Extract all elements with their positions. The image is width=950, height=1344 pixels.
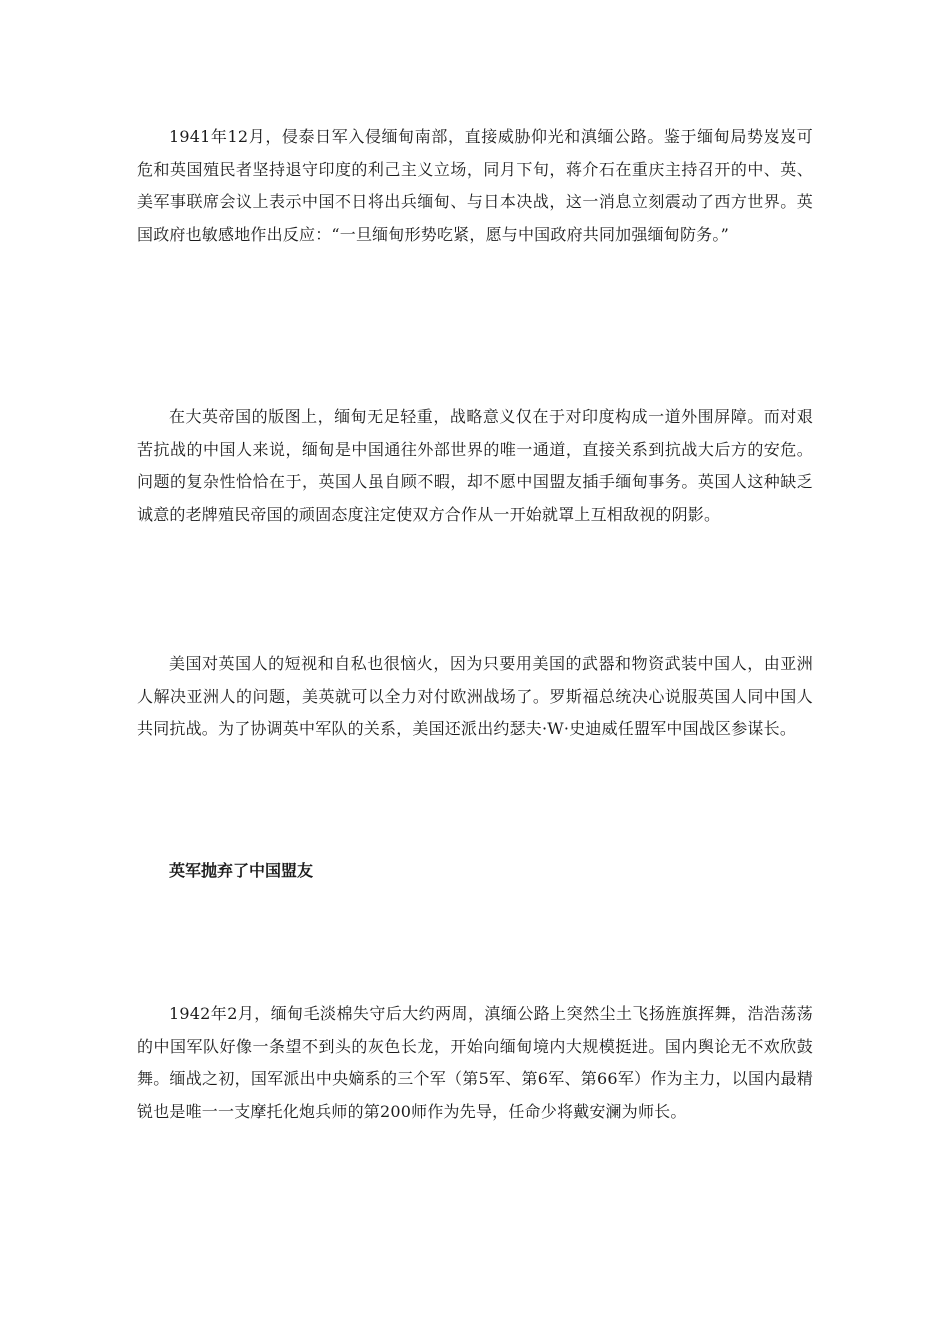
section-heading: 英军抛弃了中国盟友 xyxy=(169,861,314,880)
paragraph-3: 美国对英国人的短视和自私也很恼火，因为只要用美国的武器和物资武装中国人，由亚洲人解决亚洲人的问题，美英就可以全力对付欧洲战场了。罗斯福总统决心说服英国人同中国人共同抗战。为了协调英中军队的关系，美国还派出约瑟夫·W·史迪威任盟军中国战区参谋长。 xyxy=(137,654,813,738)
paragraph-2: 在大英帝国的版图上，缅甸无足轻重，战略意义仅在于对印度构成一道外围屏障。而对艰苦抗战的中国人来说，缅甸是中国通往外部世界的唯一通道，直接关系到抗战大后方的安危。问题的复杂性恰恰在于，英国人虽自顾不暇，却不愿中国盟友插手缅甸事务。英国人这种缺乏诚意的老牌殖民帝国的顽固态度注定使双方合作从一开始就罩上互相敌视的阴影。 xyxy=(137,407,813,524)
paragraph-4: 1942年2月，缅甸毛淡棉失守后大约两周，滇缅公路上突然尘土飞扬旌旗挥舞，浩浩荡荡的中国军队好像一条望不到头的灰色长龙，开始向缅甸境内大规模挺进。国内舆论无不欢欣鼓舞。缅战之初，国军派出中央嫡系的三个军（第5军、第6军、第66军）作为主力，以国内最精锐也是唯一一支摩托化炮兵师的第200师作为先导，任命少将戴安澜为师长。 xyxy=(137,1004,813,1121)
paragraph-1: 1941年12月，侵泰日军入侵缅甸南部，直接威胁仰光和滇缅公路。鉴于缅甸局势岌岌可危和英国殖民者坚持退守印度的利己主义立场，同月下旬，蒋介石在重庆主持召开的中、英、美军事联席会议上表示中国不日将出兵缅甸、与日本决战，这一消息立刻震动了西方世界。英国政府也敏感地作出反应：“一旦缅甸形势吃紧，愿与中国政府共同加强缅甸防务。” xyxy=(137,127,813,244)
